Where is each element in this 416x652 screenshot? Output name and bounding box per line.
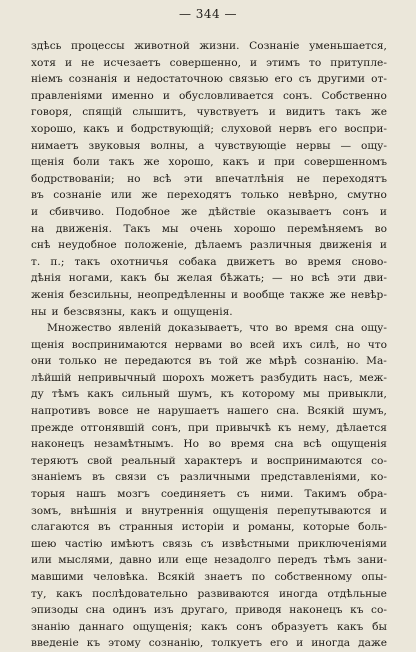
text-line: хорошо, какъ и бодрствующій; слуховой нервъ его воспри- — [31, 122, 387, 135]
text-line: нимаетъ звуковыя волны, а чувствующіе нервы — ощу- — [31, 139, 387, 152]
text-line: т. п.; такъ охотничья собака движетъ во время сново- — [31, 255, 387, 268]
text-line: введеніе къ этому сознанію, толкуетъ его и иногда даже — [31, 637, 387, 650]
text-line: мавшими человѣка. Всякій знаетъ по собственному опы- — [31, 571, 387, 583]
text-line: слагаются въ странныя исторіи и романы, которые боль- — [31, 521, 387, 534]
text-line: женія безсильны, неопредѣленны и вообще также же невѣр- — [31, 288, 387, 301]
text-line: снѣ неудобное положеніе, дѣлаемъ различныя движенія и — [31, 239, 387, 252]
text-line: или мыслями, давно или еще незадолго передъ тѣмъ зани- — [31, 554, 387, 567]
text-line: щенія боли такъ же хорошо, какъ и при совершенномъ — [31, 156, 387, 169]
text-line: шею частію имѣютъ связь съ извѣстными приключеніями — [31, 537, 387, 550]
text-line: они только не передаются въ той же мѣрѣ сознанію. Ма- — [31, 355, 387, 368]
text-line: дѣнія ногами, какъ бы желая бѣжать; — но всѣ эти дви- — [31, 272, 387, 285]
text-line: эпизоды сна одинъ изъ другаго, приводя наконецъ къ со- — [31, 604, 387, 617]
body-text — [31, 38, 387, 652]
text-line: напротивъ вовсе не нарушаетъ нашего сна. Всякій шумъ, — [31, 405, 387, 418]
text-line: и сбивчиво. Подобное же дѣйствіе оказываетъ сонъ и — [31, 205, 387, 218]
text-line: знанію даннаго ощущенія; какъ сонъ образуетъ какъ бы — [31, 620, 387, 633]
text-line: наконецъ незамѣтнымъ. Но во время сна всѣ ощущенія — [31, 438, 387, 451]
text-line: правленіями именно и обусловливается сонъ. Собственно — [31, 89, 387, 102]
text-line: ніемъ сознанія и недостаточною связью его съ другими от- — [31, 73, 387, 86]
text-line: лѣйшій непривычный шорохъ можетъ разбудить насъ, меж- — [31, 371, 387, 384]
text-line: щенія воспринимаются нервами во всей ихъ силѣ, но что — [31, 338, 387, 351]
text-line: Множество явленій доказываетъ, что во время сна ощу- — [47, 322, 387, 335]
text-line: знаніемъ въ связи съ различными представленіями, ко- — [31, 471, 387, 484]
text-line: здѣсь процессы животной жизни. Сознаніе уменьшается, — [31, 40, 387, 52]
text-line: на движенія. Такъ мы очень хорошо перемѣняемъ во — [31, 222, 387, 235]
text-line: торыя нашъ мозгъ соединяетъ съ ними. Такимъ обра- — [31, 488, 387, 501]
text-line: ту, какъ послѣдовательно развиваются иногда отдѣльные — [31, 587, 387, 600]
page-number: — 344 — — [178, 7, 238, 21]
text-line: прежде отгонявшій сонъ, при привычкѣ къ нему, дѣлается — [31, 421, 387, 434]
text-line: бодрствованіи; но всѣ эти впечатлѣнія не переходятъ — [31, 172, 387, 185]
text-line: ду тѣмъ какъ сильный шумъ, къ которому мы привыкли, — [31, 388, 387, 401]
text-line: хотя и не исчезаетъ совершенно, и этимъ то притупле- — [31, 56, 387, 69]
text-line: ны и безсвязны, какъ и ощущенія. — [31, 305, 233, 318]
text-line: въ сознаніе или же переходятъ только невѣрно, смутно — [31, 189, 387, 202]
text-line: зомъ, внѣшнія и внутреннія ощущенія перепутываются и — [31, 504, 387, 517]
text-line: говоря, спящій слышитъ, чувствуетъ и видитъ такъ же — [31, 106, 387, 119]
text-line: теряютъ свой реальный характеръ и воспринимаются со- — [31, 454, 387, 467]
